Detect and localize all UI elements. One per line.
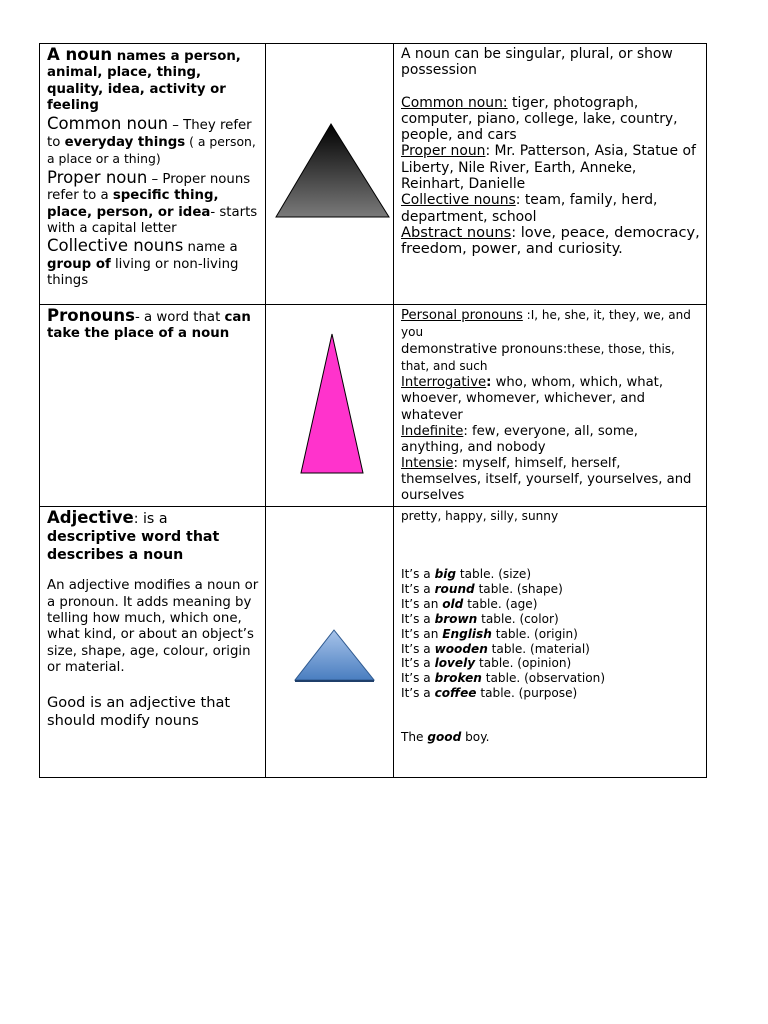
- proper-noun-definition: Proper noun – Proper nouns refer to a specific thing, place, person, or idea- starts with a capital letter: [47, 167, 258, 237]
- pronoun-examples-cell: [394, 305, 707, 507]
- adjective-definition: Adjective: is a descriptive word that describes a noun: [47, 508, 220, 564]
- adjective-example-line: It’s a round table. (shape): [401, 581, 563, 596]
- adjective-good-note: Good is an adjective that should modify nouns: [47, 693, 231, 729]
- adjective-example-line: It’s a brown table. (color): [401, 611, 559, 626]
- adjective-example-line: It’s a lovely table. (opinion): [401, 656, 572, 671]
- noun-triangle-cell: [266, 44, 394, 305]
- interrogative-pronouns: Interrogative: who, whom, which, what, whoever, whomever, whichever, and whatever: [401, 375, 664, 423]
- adjective-row: [40, 507, 707, 778]
- adjective-example-line: It’s a broken table. (observation): [401, 671, 606, 686]
- pronoun-definition-cell: [40, 305, 266, 507]
- proper-noun-examples: Proper noun: Mr. Patterson, Asia, Statue of Liberty, Nile River, Earth, Anneke, Reinhart, Danielle: [401, 143, 696, 193]
- adjective-example-line: It’s a wooden table. (material): [401, 641, 590, 656]
- noun-triangle-icon: [273, 46, 401, 302]
- intensive-pronouns: Intensie: myself, himself, herself, themselves, itself, yourself, yourselves, and ourselves: [401, 455, 692, 504]
- collective-noun-examples: Collective nouns: team, family, herd, department, school: [401, 192, 658, 225]
- noun-intro: A noun can be singular, plural, or show possession: [401, 46, 673, 79]
- adjective-explanation: An adjective modifies a noun or a pronoun. It adds meaning by telling how much, which one, what kind, or about an object’s size, shape, age, colour, origin or material.: [47, 578, 259, 676]
- common-noun-definition: Common noun – They refer to everyday things ( a person, a place or a thing): [47, 113, 256, 167]
- adjective-order-examples: [401, 567, 700, 701]
- pronoun-row: [40, 305, 707, 507]
- adjective-example-line: It’s an old table. (age): [401, 596, 538, 611]
- demonstrative-pronouns: demonstrative pronouns:these, those, this, that, and such: [401, 342, 675, 374]
- adjective-definition-cell: [40, 507, 266, 778]
- adjective-good-example: The good boy.: [401, 730, 490, 745]
- adjective-example-line: It’s a big table. (size): [401, 567, 532, 582]
- noun-definition-cell: [40, 44, 266, 305]
- adjective-triangle-cell: [266, 507, 394, 778]
- abstract-noun-examples: Abstract nouns: love, peace, democracy, freedom, power, and curiosity.: [401, 223, 700, 258]
- pronoun-triangle-cell: [266, 305, 394, 507]
- adjective-simple-examples: pretty, happy, silly, sunny: [401, 509, 559, 524]
- pronoun-triangle-icon: [273, 307, 401, 495]
- adjective-triangle-icon: [273, 509, 401, 775]
- adjective-examples-cell: [394, 507, 707, 778]
- adjective-example-line: It’s a coffee table. (purpose): [401, 686, 578, 701]
- personal-pronouns: Personal pronouns :I, he, she, it, they, we, and you: [401, 308, 691, 340]
- indefinite-pronouns: Indefinite: few, everyone, all, some, anything, and nobody: [401, 423, 638, 455]
- noun-definition: A noun names a person, animal, place, thing, quality, idea, activity or feeling: [47, 45, 241, 114]
- collective-noun-definition: Collective nouns name a group of living or non-living things: [47, 236, 239, 289]
- noun-row: [40, 44, 707, 305]
- common-noun-examples: Common noun: tiger, photograph, computer, piano, college, lake, country, people, and cars: [401, 94, 678, 144]
- grammar-table: [39, 43, 707, 778]
- adjective-example-line: It’s an English table. (origin): [401, 626, 578, 641]
- pronoun-definition: Pronouns- a word that can take the place of a noun: [47, 306, 251, 342]
- noun-examples-cell: [394, 44, 707, 305]
